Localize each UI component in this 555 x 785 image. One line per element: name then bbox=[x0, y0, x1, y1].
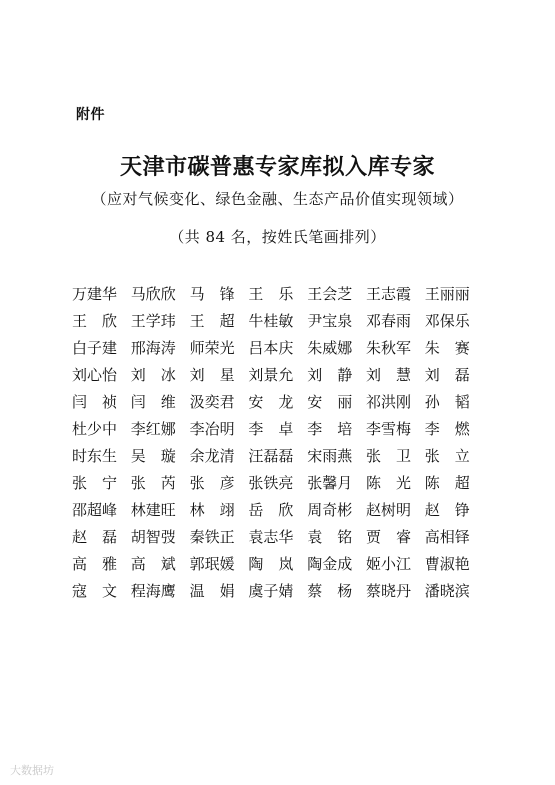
name-row bbox=[72, 469, 484, 496]
expert-name: 朱秋军 bbox=[365, 339, 411, 357]
expert-name: 万建华 bbox=[72, 285, 118, 303]
expert-name-list bbox=[72, 280, 484, 604]
expert-name: 袁志华 bbox=[248, 528, 294, 546]
expert-name: 祁洪刚 bbox=[365, 393, 411, 411]
attachment-label: 附件 bbox=[76, 107, 105, 123]
expert-name: 王会芝 bbox=[307, 285, 353, 303]
expert-name: 刘 静 bbox=[307, 366, 353, 384]
expert-name: 刘 磊 bbox=[424, 366, 470, 384]
document-subtitle: （应对气候变化、绿色金融、生态产品价值实现领域） bbox=[91, 190, 464, 208]
expert-name: 吕本庆 bbox=[248, 339, 294, 357]
expert-name: 陶 岚 bbox=[248, 555, 294, 573]
expert-name: 张 立 bbox=[424, 447, 470, 465]
expert-name: 寇 文 bbox=[72, 582, 118, 600]
name-row bbox=[72, 280, 484, 307]
expert-name: 胡智弢 bbox=[130, 528, 176, 546]
expert-name: 邵超峰 bbox=[72, 501, 118, 519]
expert-name: 张 宁 bbox=[72, 474, 118, 492]
expert-name: 马 锋 bbox=[189, 285, 235, 303]
name-row bbox=[72, 388, 484, 415]
expert-name: 虞子婧 bbox=[248, 582, 294, 600]
expert-name: 李冶明 bbox=[189, 420, 235, 438]
expert-name: 周奇彬 bbox=[307, 501, 353, 519]
expert-name: 曹淑艳 bbox=[424, 555, 470, 573]
expert-name: 程海鹰 bbox=[130, 582, 176, 600]
expert-name: 李雪梅 bbox=[365, 420, 411, 438]
expert-name: 林 翊 bbox=[189, 501, 235, 519]
expert-name: 闫 祯 bbox=[72, 393, 118, 411]
expert-name: 吴 璇 bbox=[130, 447, 176, 465]
name-row bbox=[72, 550, 484, 577]
expert-name: 汲奕君 bbox=[189, 393, 235, 411]
expert-name: 邓保乐 bbox=[424, 312, 470, 330]
expert-name: 王 欣 bbox=[72, 312, 118, 330]
expert-name: 温 娟 bbox=[189, 582, 235, 600]
expert-name: 师荣光 bbox=[189, 339, 235, 357]
expert-name: 赵 磊 bbox=[72, 528, 118, 546]
expert-name: 赵 铮 bbox=[424, 501, 470, 519]
expert-name: 刘心怡 bbox=[72, 366, 118, 384]
expert-name: 朱 赛 bbox=[424, 339, 470, 357]
name-row bbox=[72, 307, 484, 334]
expert-name: 牛桂敏 bbox=[248, 312, 294, 330]
expert-name: 李 卓 bbox=[248, 420, 294, 438]
expert-name: 安 丽 bbox=[307, 393, 353, 411]
expert-name: 朱威娜 bbox=[307, 339, 353, 357]
name-row bbox=[72, 334, 484, 361]
expert-name: 潘晓滨 bbox=[424, 582, 470, 600]
expert-name: 张 彦 bbox=[189, 474, 235, 492]
expert-name: 刘 星 bbox=[189, 366, 235, 384]
expert-name: 闫 维 bbox=[130, 393, 176, 411]
expert-name: 陈 超 bbox=[424, 474, 470, 492]
expert-name: 汪磊磊 bbox=[248, 447, 294, 465]
expert-name: 岳 欣 bbox=[248, 501, 294, 519]
expert-name: 蔡晓丹 bbox=[365, 582, 411, 600]
expert-name: 孙 韬 bbox=[424, 393, 470, 411]
name-row bbox=[72, 523, 484, 550]
expert-name: 赵树明 bbox=[365, 501, 411, 519]
expert-name: 王 超 bbox=[189, 312, 235, 330]
expert-name: 王学玮 bbox=[130, 312, 176, 330]
expert-name: 刘景允 bbox=[248, 366, 294, 384]
expert-name: 刘 慧 bbox=[365, 366, 411, 384]
expert-name: 余龙清 bbox=[189, 447, 235, 465]
expert-name: 杜少中 bbox=[72, 420, 118, 438]
expert-name: 李红娜 bbox=[130, 420, 176, 438]
expert-name: 姬小江 bbox=[365, 555, 411, 573]
expert-name: 李 培 bbox=[307, 420, 353, 438]
expert-name: 时东生 bbox=[72, 447, 118, 465]
expert-name: 李 燃 bbox=[424, 420, 470, 438]
name-row bbox=[72, 415, 484, 442]
expert-name: 邓春雨 bbox=[365, 312, 411, 330]
expert-name: 高 雅 bbox=[72, 555, 118, 573]
expert-name: 宋雨燕 bbox=[307, 447, 353, 465]
expert-name: 刘 冰 bbox=[130, 366, 176, 384]
expert-name: 陈 光 bbox=[365, 474, 411, 492]
expert-name: 白子建 bbox=[72, 339, 118, 357]
name-row bbox=[72, 361, 484, 388]
expert-name: 秦铁正 bbox=[189, 528, 235, 546]
expert-name: 蔡 杨 bbox=[307, 582, 353, 600]
expert-name: 张 卫 bbox=[365, 447, 411, 465]
expert-name: 高 斌 bbox=[130, 555, 176, 573]
expert-name: 郭珉媛 bbox=[189, 555, 235, 573]
count-note: （共 84 名，按姓氏笔画排列） bbox=[169, 228, 386, 246]
expert-name: 张铁亮 bbox=[248, 474, 294, 492]
expert-name: 贾 睿 bbox=[365, 528, 411, 546]
expert-name: 尹宝泉 bbox=[307, 312, 353, 330]
expert-name: 张馨月 bbox=[307, 474, 353, 492]
expert-name: 袁 铭 bbox=[307, 528, 353, 546]
name-row bbox=[72, 442, 484, 469]
name-row bbox=[72, 577, 484, 604]
expert-name: 王丽丽 bbox=[424, 285, 470, 303]
expert-name: 王志霞 bbox=[365, 285, 411, 303]
document-title: 天津市碳普惠专家库拟入库专家 bbox=[119, 155, 435, 180]
expert-name: 马欣欣 bbox=[130, 285, 176, 303]
expert-name: 林建旺 bbox=[130, 501, 176, 519]
expert-name: 安 龙 bbox=[248, 393, 294, 411]
expert-name: 高相铎 bbox=[424, 528, 470, 546]
watermark-text: 大数据坊 bbox=[10, 764, 54, 777]
expert-name: 邢海涛 bbox=[130, 339, 176, 357]
expert-name: 陶金成 bbox=[307, 555, 353, 573]
expert-name: 王 乐 bbox=[248, 285, 294, 303]
expert-name: 张 芮 bbox=[130, 474, 176, 492]
name-row bbox=[72, 496, 484, 523]
